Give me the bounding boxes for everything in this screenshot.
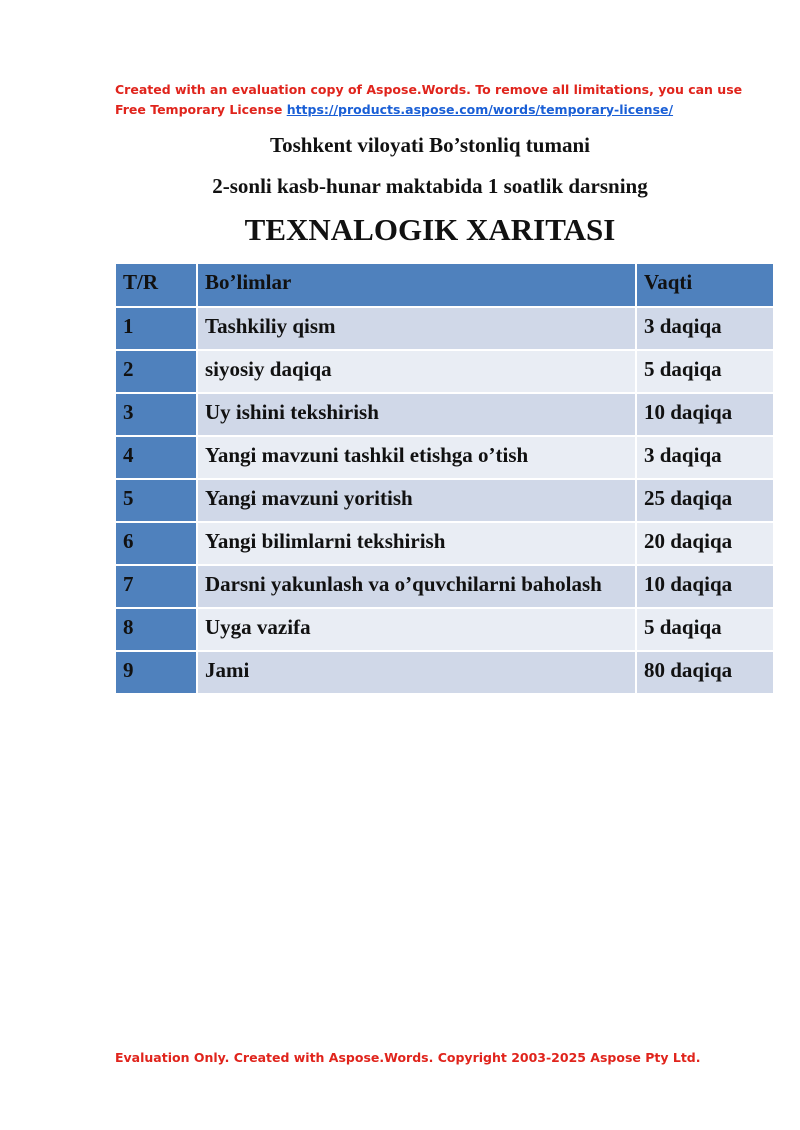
row-number: 1 — [115, 307, 197, 350]
table-row — [115, 350, 774, 393]
table-row — [115, 608, 774, 651]
evaluation-notice-prefix: Free Temporary License — [115, 102, 287, 117]
row-number: 5 — [115, 479, 197, 522]
row-section: Jami — [197, 651, 636, 694]
row-section: siyosiy daqiqa — [197, 350, 636, 393]
table-row — [115, 479, 774, 522]
row-section: Yangi mavzuni yoritish — [197, 479, 636, 522]
table-header-row — [115, 263, 774, 307]
row-section: Yangi mavzuni tashkil etishga o’tish — [197, 436, 636, 479]
row-number: 3 — [115, 393, 197, 436]
row-number: 8 — [115, 608, 197, 651]
evaluation-notice — [115, 80, 755, 120]
row-section: Uyga vazifa — [197, 608, 636, 651]
row-time: 3 daqiqa — [636, 307, 774, 350]
table-row — [115, 307, 774, 350]
evaluation-footer: Evaluation Only. Created with Aspose.Words. Copyright 2003-2025 Aspose Pty Ltd. — [115, 1050, 701, 1065]
row-time: 10 daqiqa — [636, 393, 774, 436]
row-time: 20 daqiqa — [636, 522, 774, 565]
header-line-1: Toshkent viloyati Bo’stonliq tumani — [270, 133, 590, 157]
column-header-sections: Bo’limlar — [197, 263, 636, 307]
lesson-plan-table — [114, 262, 775, 695]
column-header-time: Vaqti — [636, 263, 774, 307]
row-time: 5 daqiqa — [636, 350, 774, 393]
row-number: 2 — [115, 350, 197, 393]
evaluation-notice-line2 — [115, 100, 755, 120]
row-section: Tashkiliy qism — [197, 307, 636, 350]
row-section: Darsni yakunlash va o’quvchilarni baholash — [197, 565, 636, 608]
header-line-2: 2-sonli kasb-hunar maktabida 1 soatlik darsning — [212, 174, 648, 198]
row-time: 80 daqiqa — [636, 651, 774, 694]
row-number: 7 — [115, 565, 197, 608]
column-header-number: T/R — [115, 263, 197, 307]
table-row — [115, 393, 774, 436]
table-row — [115, 565, 774, 608]
row-time: 5 daqiqa — [636, 608, 774, 651]
table-row — [115, 522, 774, 565]
row-section: Yangi bilimlarni tekshirish — [197, 522, 636, 565]
evaluation-notice-line1: Created with an evaluation copy of Aspose.Words. To remove all limitations, you can use — [115, 82, 743, 97]
table-row — [115, 651, 774, 694]
row-number: 9 — [115, 651, 197, 694]
document-title: TEXNALOGIK XARITASI — [244, 212, 616, 247]
temporary-license-link[interactable]: https://products.aspose.com/words/temporary-license/ — [286, 102, 674, 117]
row-time: 3 daqiqa — [636, 436, 774, 479]
row-time: 10 daqiqa — [636, 565, 774, 608]
row-number: 4 — [115, 436, 197, 479]
row-time: 25 daqiqa — [636, 479, 774, 522]
table-row — [115, 436, 774, 479]
row-section: Uy ishini tekshirish — [197, 393, 636, 436]
row-number: 6 — [115, 522, 197, 565]
